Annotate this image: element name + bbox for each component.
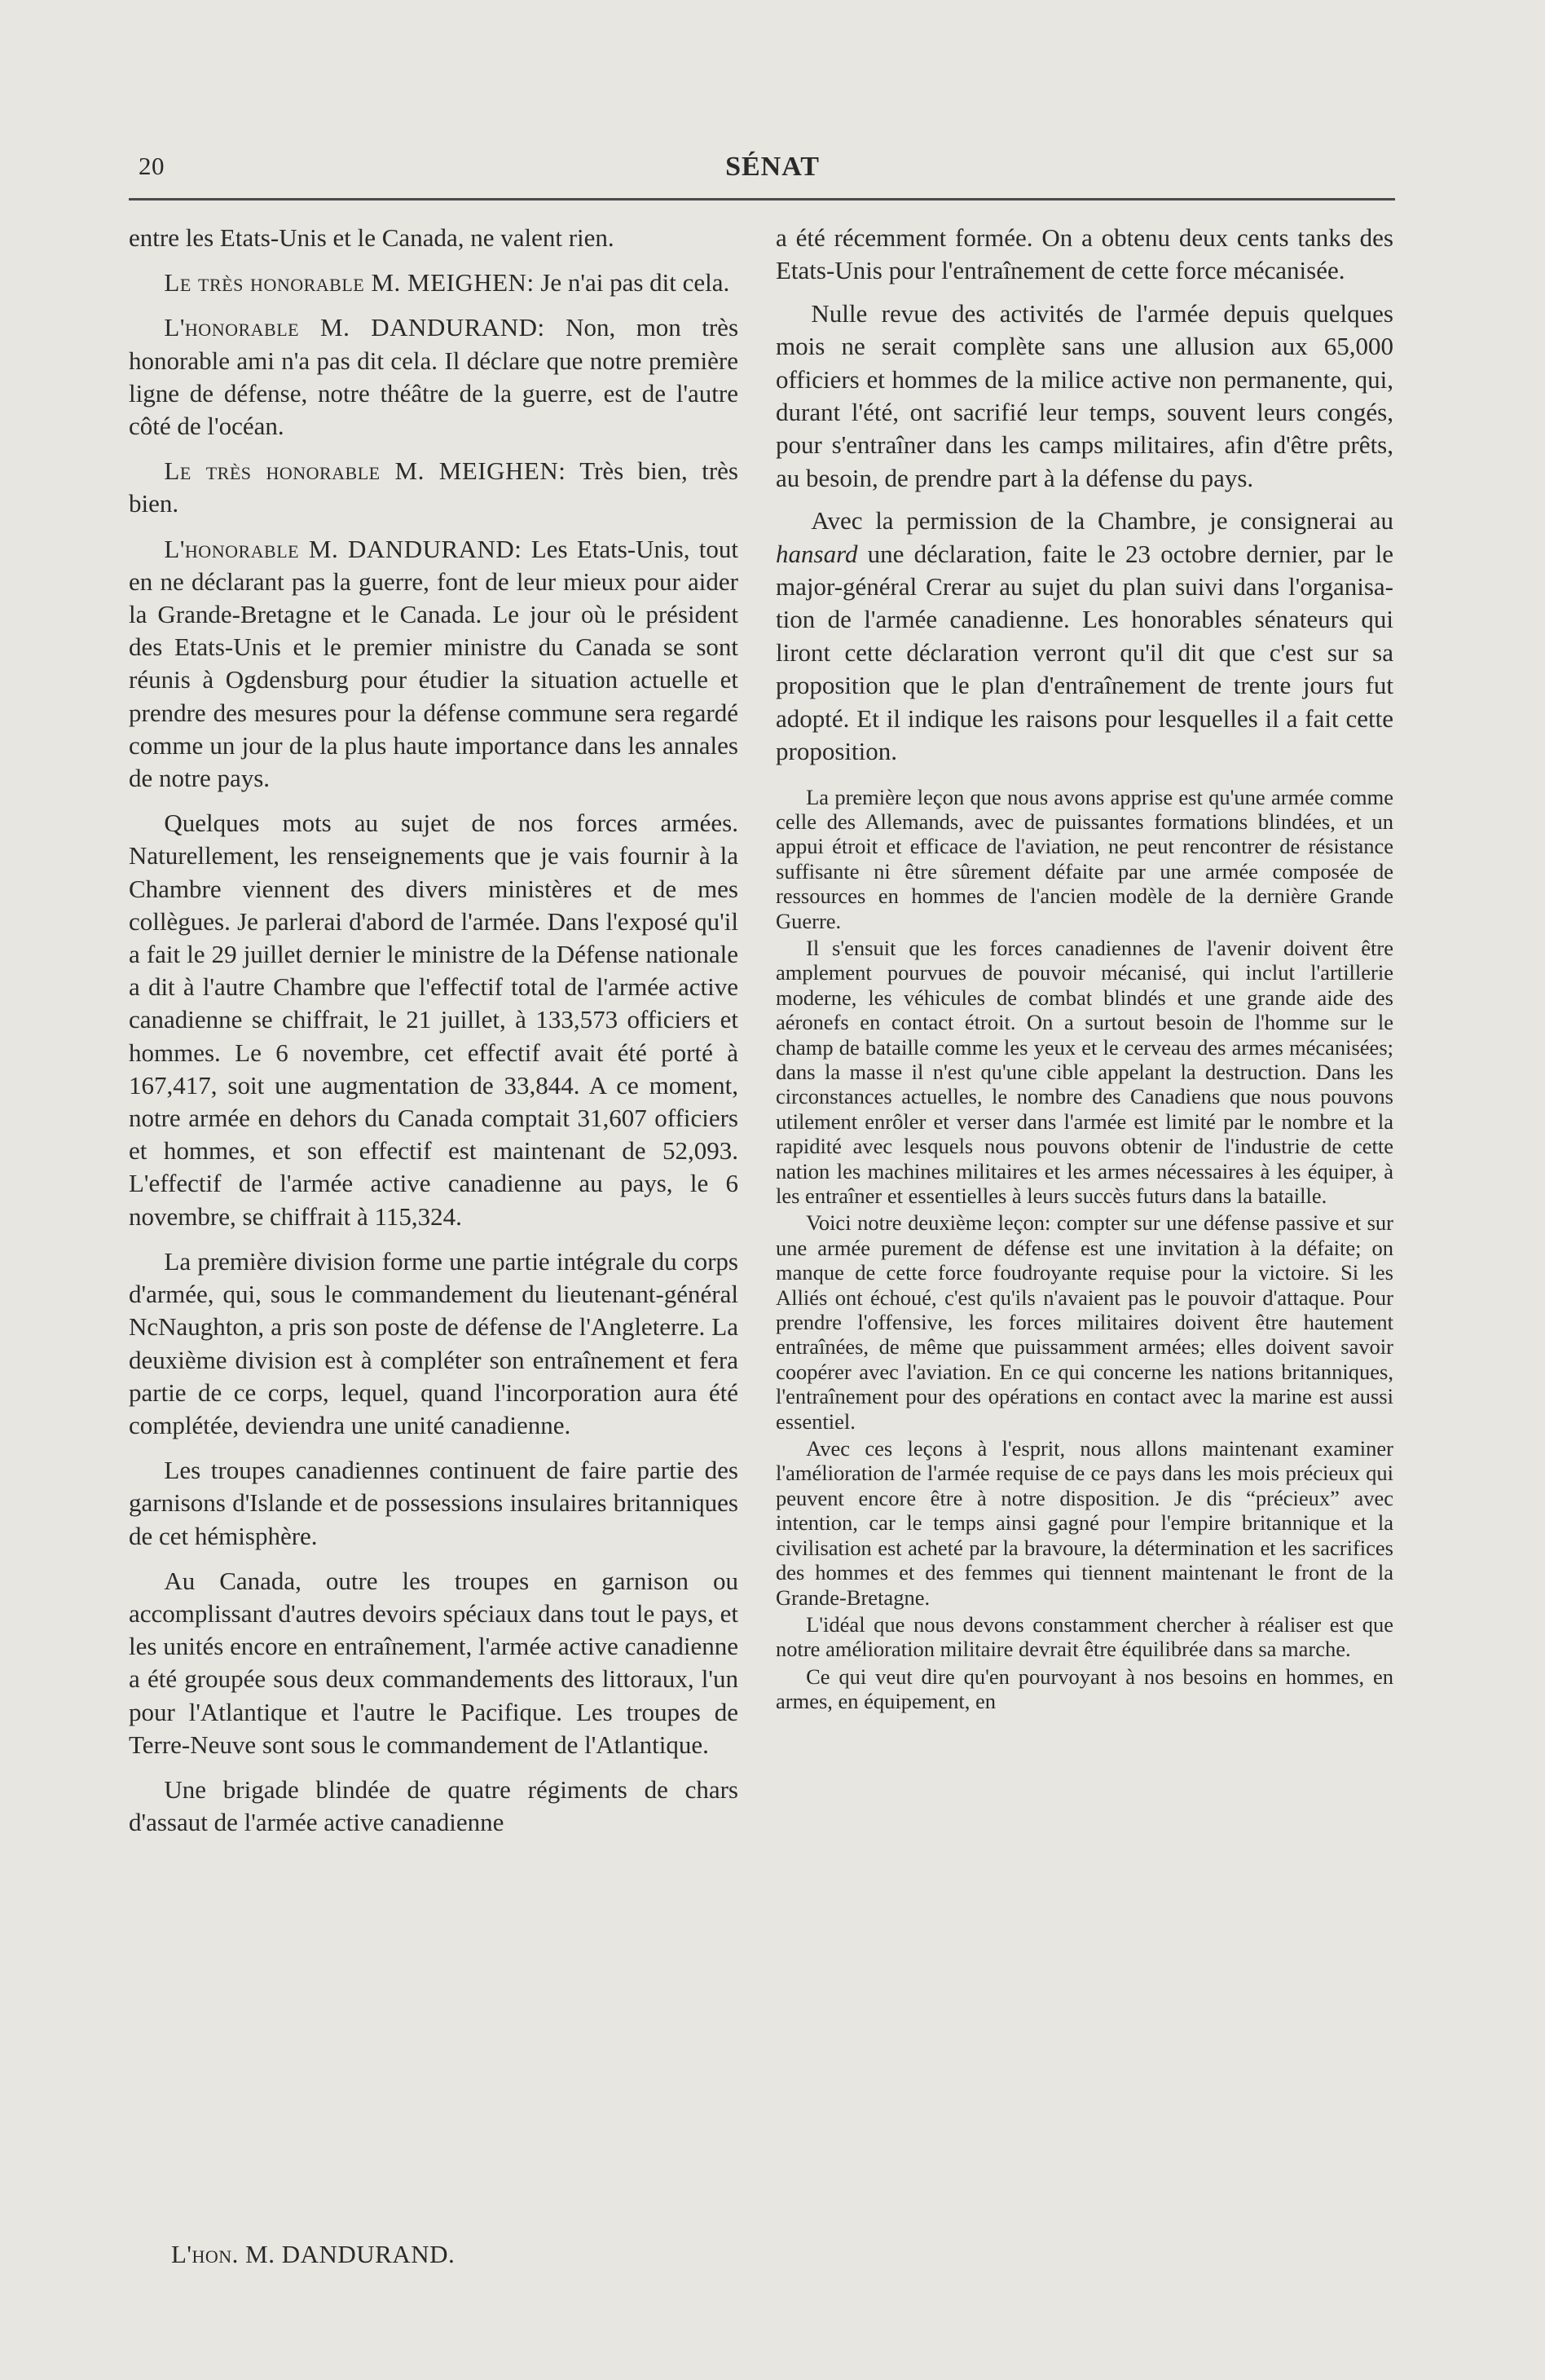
header-rule [129, 198, 1395, 201]
paragraph [776, 222, 1393, 288]
paragraph [129, 1245, 738, 1442]
paragraph-text: Très bien, très bien. [129, 456, 738, 518]
paragraph [129, 1774, 738, 1839]
paragraph-text: Quelques mots au sujet de nos forces armées. Naturellement, les renseignements que je vais fournir à la Chambre viennent des divers ministères et de mes collègues. Je parlerai d'abord de l'armée. Dans l'exposé qu'il a fait le 29 juillet dernier le ministre de la Défense nationale a dit à l'autre Chambre que l'effectif total de l'armée active canadienne se chiffrait, le 21 juillet, à 133,573 officiers et hommes. Le 6 novembre, cet effectif avait été porté à 167,417, soit une augmentation de 33,844. A ce moment, notre armée en dehors du Canada comptait 31,607 officiers et hommes, et son effectif est maintenant de 52,093. L'effectif de l'armée active canadienne au pays, le 6 novembre, se chiffrait à 115,324. [129, 809, 738, 1231]
paragraph [129, 311, 738, 443]
quoted-paragraph: Ce qui veut dire qu'en pourvoyant à nos besoins en hommes, en armes, en équipement, en [776, 1664, 1393, 1714]
paragraph [129, 1565, 738, 1761]
footer-speaker: L'hon. M. DANDURAND. [171, 2240, 456, 2268]
paragraph [129, 807, 738, 1233]
paragraph-text: une déclaration, faite le 23 octobre dernier, par le major-général Crerar au sujet du plan suivi dans l'organisation de l'armée canadienne. Les honorables sénateurs qui liront cette déclaration verront qu'il dit que c'est sur sa proposition que le plan d'entraînement de trente jours fut adopté. Et il indique les raisons pour lesquelles il a fait cette proposition. [776, 539, 1393, 766]
quoted-paragraph: Avec ces leçons à l'esprit, nous allons maintenant examiner l'amélioration de l'armée requise de ce pays dans les mois précieux qui peuvent encore être à notre disposition. Je dis “précieux” avec intention, car le temps ainsi gagné pour l'empire britannique et la civilisation est acheté par la bravoure, la détermination et les sacrifices des hommes et des femmes qui tiennent maintenant le front de la Grande-Bretagne. [776, 1436, 1393, 1610]
page-number: 20 [139, 152, 165, 180]
paragraph [129, 267, 738, 299]
paragraph [776, 298, 1393, 495]
quoted-paragraph: L'idéal que nous devons constamment chercher à réaliser est que notre amélioration militaire devrait être équilibrée dans sa marche. [776, 1611, 1393, 1662]
paragraph-text: Les Etats-Unis, tout en ne déclarant pas la guerre, font de leur mieux pour aider la Grande-Bretagne et le Canada. Le jour où le président des Etats-Unis et le premier ministre du Canada se sont réunis à Ogdensburg pour étudier la situation actuelle et prendre des mesures pour la défense commune sera regardé comme un jour de la plus haute importance dans les annales de notre pays. [129, 534, 738, 793]
paragraph-text: La première division forme une partie intégrale du corps d'armée, qui, sous le commandement du lieutenant-général NcNaughton, a pris son poste de défense de l'Angleterre. La deuxième division est à compléter son entraînement et fera partie de ce corps, lequel, quand l'incorporation aura été complétée, deviendra une unité canadienne. [129, 1246, 738, 1439]
quoted-paragraph: Il s'ensuit que les forces canadiennes de l'avenir doivent être amplement pourvues de pouvoir mécanisé, qui inclut l'artillerie moderne, les véhicules de combat blindés et une grande aide des aéronefs en contact étroit. On a surtout besoin de l'homme sur le champ de bataille comme les yeux et le cerveau des armes mécanisées; dans la masse il n'est qu'une cible appelant la destruction. Dans les circonstances actuelles, le nombre des Canadiens que nous pouvons utilement enrôler et verser dans l'armée est limité par le nombre et la rapidité avec lesquels nous pouvons obtenir de l'industrie de cette nation les machines militaires et les armes nécessaires à les équiper, à les entraîner et essentielles à leurs succès futurs dans la bataille. [776, 935, 1393, 1208]
hansard-italic: hansard [776, 539, 858, 568]
speaker-label: L'honorable M. DANDURAND: [164, 313, 545, 342]
paragraph [129, 455, 738, 520]
paragraph-text: a été récemment formée. On a obtenu deux cents tanks des Etats-Unis pour l'entraînement de cette force mécanisée. [776, 223, 1393, 285]
paragraph [129, 222, 738, 254]
paragraph-text: Je n'ai pas dit cela. [534, 268, 730, 298]
right-column [776, 222, 1393, 1714]
paragraph [776, 505, 1393, 768]
paragraph-text: Une brigade blindée de quatre régiments de chars d'assaut de l'armée active canadienne [129, 1774, 738, 1837]
quoted-paragraph: Voici notre deuxième leçon: compter sur une défense passive et sur une armée purement de défense est une invitation à la défaite; on manque de cette force foudroyante requise pour la victoire. Si les Alliés ont échoué, c'est qu'ils n'avaient pas le pouvoir d'attaque. Pour prendre l'offensive, les forces militaires doivent être hautement entraînées, de même que puissamment armées; elles doivent savoir coopérer avec l'aviation. En ce qui concerne les nations britanniques, l'entraînement pour des opérations en contact avec la marine est aussi essentiel. [776, 1210, 1393, 1434]
speaker-label: L'honorable M. DANDURAND: [164, 534, 522, 563]
paragraph-text: Non, mon très honorable ami n'a pas dit cela. Il déclare que notre première ligne de défense, notre théâtre de la guerre, est de l'autre côté de l'océan. [129, 313, 739, 441]
paragraph-text: Nulle revue des activités de l'armée depuis quelques mois ne serait complète sans une allusion aux 65,000 officiers et hommes de la milice active non permanente, qui, durant l'été, ont sacrifié leur temps, souvent leurs congés, pour s'entraîner dans les camps militaires, afin d'être prêts, au besoin, de prendre part à la défense du pays. [776, 298, 1393, 492]
paragraph-text: Avec la permission de la Chambre, je consignerai au [811, 506, 1393, 536]
left-column [129, 222, 738, 1839]
speaker-label: Le très honorable M. MEIGHEN: [164, 268, 535, 298]
quoted-paragraph: La première leçon que nous avons apprise est qu'une armée comme celle des Allemands, avec de puissantes formations blindées, et un appui étroit et efficace de l'aviation, ne peut rencontrer de résistance suffisante ni être sûrement défaite par une armée composée de ressources en hommes de l'ancien modèle de la dernière Grande Guerre. [776, 784, 1393, 933]
paragraph-text: Au Canada, outre les troupes en garnison ou accomplissant d'autres devoirs spéciaux dans tout le pays, et les unités encore en entraînement, l'armée active canadienne a été groupée sous deux commandements des littoraux, l'un pour l'Atlantique et l'autre le Pacifique. Les troupes de Terre-Neuve sont sous le commandement de l'Atlantique. [129, 1566, 738, 1759]
paragraph-text: entre les Etats-Unis et le Canada, ne valent rien. [129, 223, 614, 252]
paragraph [129, 533, 738, 796]
running-title: SÉNAT [725, 152, 820, 182]
paragraph [129, 1454, 738, 1553]
paragraph-text: Les troupes canadiennes continuent de faire partie des garnisons d'Islande et de possessions insulaires britanniques de cet hémisphère. [129, 1456, 738, 1550]
speaker-label: Le très honorable M. MEIGHEN: [164, 456, 566, 486]
